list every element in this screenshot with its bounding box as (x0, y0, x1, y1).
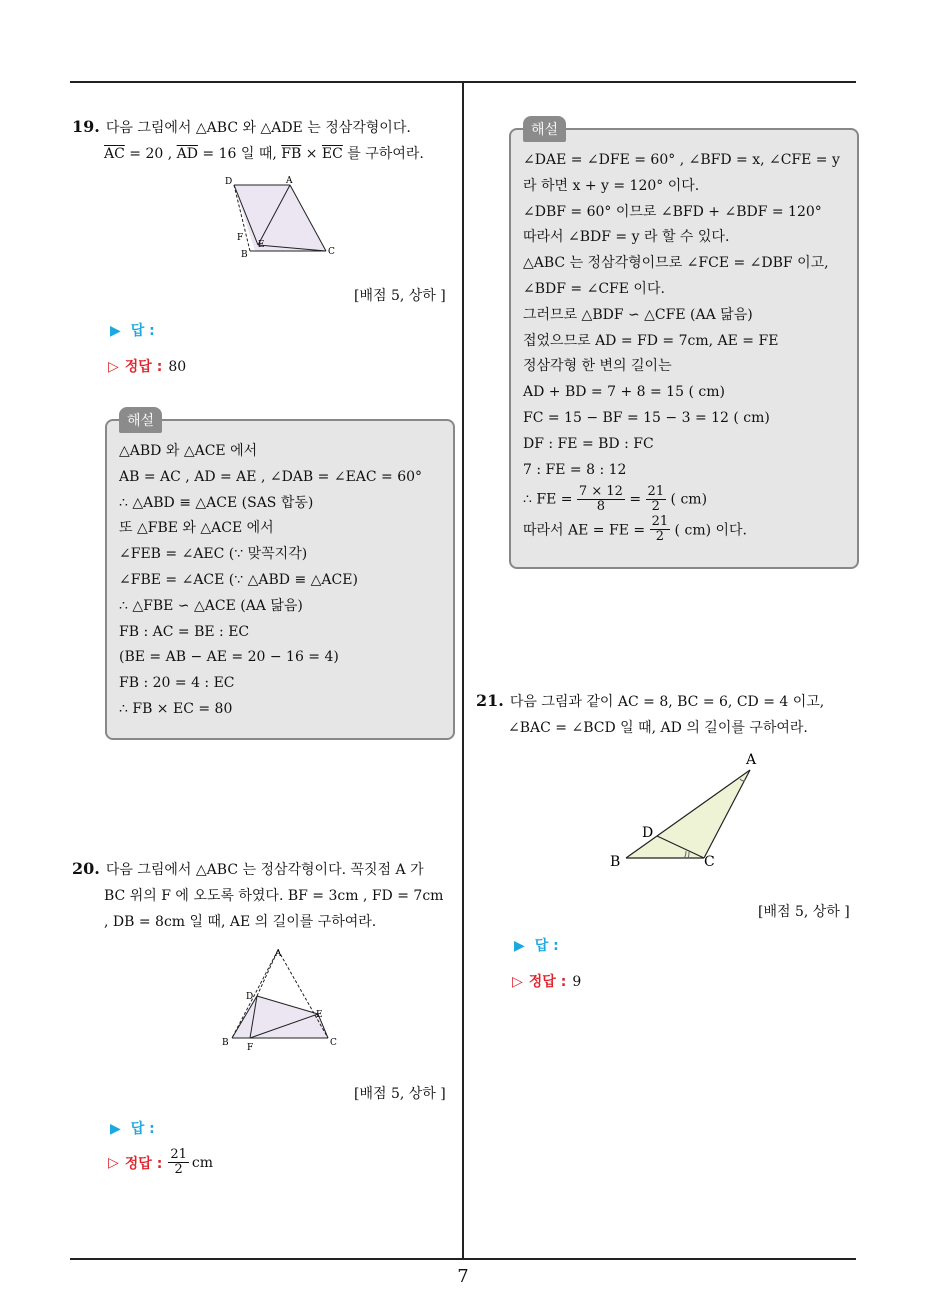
label-b: B (241, 250, 248, 260)
explanation-line: 7 : FE = 8 : 12 (523, 461, 627, 478)
problem-text: ∠BAC = ∠BCD 일 때, AD 의 길이를 구하여라. (508, 720, 808, 736)
explanation-lines (119, 439, 443, 723)
problem-text: 다음 그림과 같이 AC = 8, BC = 6, CD = 4 이고, (509, 694, 825, 710)
problem-text: 다음 그림에서 △ABC 와 △ADE 는 정삼각형이다. (105, 120, 411, 136)
answer-21: ▶ 답 : (514, 938, 559, 954)
label-e: E (258, 240, 265, 250)
play-icon: ▶ (514, 938, 525, 954)
label-c: C (330, 1038, 337, 1048)
explanation-line: ∴ △ABD ≡ △ACE (SAS 합동) (119, 494, 314, 511)
explanation-line: ∠FEB = ∠AEC (∵ 맞꼭지각) (119, 546, 308, 563)
explanation-line: AB = AC , AD = AE , ∠DAB = ∠EAC = 60° (119, 468, 423, 485)
solution-20: ▷ 정답 : $\frac{21}{2}$ cm (108, 1147, 213, 1177)
explanation-line: ∠BDF = ∠CFE 이다. (523, 280, 665, 297)
label-c: C (704, 854, 715, 870)
label-d: D (642, 825, 654, 841)
explanation-box-20 (509, 122, 859, 569)
score-19: [배점 5, 상하 ] (354, 288, 446, 304)
figure-21 (604, 748, 774, 873)
explanation-line: ∴ FB × EC = 80 (119, 700, 233, 717)
explanation-lines (523, 148, 847, 483)
column-divider (462, 82, 464, 1259)
explanation-line: ∠DAE = ∠DFE = 60° , ∠BFD = x, ∠CFE = y (523, 152, 840, 168)
problem-number: 19. (72, 117, 100, 136)
problem-number: 20. (72, 859, 100, 878)
explanation-line: ∴ △FBE ∽ △ACE (AA 닮음) (119, 597, 303, 614)
solution-21: ▷ 정답 : 9 (512, 974, 582, 990)
problem-19 (72, 114, 452, 167)
label-b: B (222, 1038, 229, 1048)
explanation-line: 정삼각형 한 변의 길이는 (523, 358, 672, 375)
explanation-box-19 (105, 413, 455, 740)
explanation-line-fraction: ∴ FE = $\frac{7 \times 12}{8}$ = $\frac{21}{2}$ ( cm) (523, 484, 708, 514)
label-d: D (225, 177, 233, 187)
bottom-rule (70, 1258, 856, 1260)
answer-20: ▶ 답 : (110, 1121, 155, 1137)
page-number: 7 (457, 1266, 469, 1287)
explanation-line: 그러므로 △BDF ∽ △CFE (AA 닮음) (523, 306, 753, 323)
explanation-line: 또 △FBE 와 △ACE 에서 (119, 520, 274, 537)
problem-20 (72, 856, 458, 935)
explanation-line: FB : AC = BE : EC (119, 623, 250, 640)
play-icon: ▶ (110, 1121, 121, 1137)
problem-text: 다음 그림에서 △ABC 는 정삼각형이다. 꼭짓점 A 가 (105, 862, 424, 878)
explanation-line: ∠DBF = 60° 이므로 ∠BFD + ∠BDF = 120° (523, 203, 822, 220)
explanation-line: △ABC 는 정삼각형이므로 ∠FCE = ∠DBF 이고, (523, 255, 829, 272)
score-21: [배점 5, 상하 ] (758, 904, 850, 920)
explanation-line: AD + BD = 7 + 8 = 15 ( cm) (523, 384, 725, 401)
explanation-line: FB : 20 = 4 : EC (119, 675, 235, 692)
label-f: F (237, 233, 244, 243)
triangle-outline-icon: ▷ (108, 1154, 119, 1171)
problem-19-line2: $\overline{AC} = 20$ , $\overline{AD} = 16$ 일 때, $\overline{FB} \times \overline{EC}$ 를 구하여라. (104, 146, 424, 162)
label-e: E (316, 1010, 323, 1020)
explanation-line: 접었으므로 AD = FD = 7cm, AE = FE (523, 332, 779, 349)
score-20: [배점 5, 상하 ] (354, 1086, 446, 1102)
figure-19 (220, 172, 345, 262)
label-f: F (247, 1043, 254, 1052)
label-a: A (275, 949, 282, 959)
label-b: B (610, 854, 621, 870)
figure-20 (218, 942, 348, 1052)
explanation-line-final: 따라서 AE = FE = $\frac{21}{2}$ ( cm) 이다. (523, 514, 747, 544)
explanation-line: 라 하면 x + y = 120° 이다. (523, 177, 700, 194)
problem-text: , DB = 8cm 일 때, AE 의 길이를 구하여라. (104, 914, 377, 930)
answer-19: ▶ 답 : (110, 323, 155, 339)
explanation-tab: 해설 (523, 116, 566, 142)
explanation-line: FC = 15 − BF = 15 − 3 = 12 ( cm) (523, 409, 770, 426)
label-c: C (328, 247, 335, 257)
label-a: A (286, 176, 293, 186)
explanation-line: (BE = AB − AE = 20 − 16 = 4) (119, 649, 339, 666)
problem-19-line1 (72, 114, 452, 141)
problem-21 (476, 688, 856, 741)
problem-text: BC 위의 F 에 오도록 하였다. BF = 3cm , FD = 7cm (104, 888, 444, 904)
label-a: A (746, 752, 757, 768)
explanation-line: DF : FE = BD : FC (523, 435, 654, 452)
explanation-tab: 해설 (119, 407, 162, 433)
explanation-line: △ABD 와 △ACE 에서 (119, 443, 258, 459)
play-icon: ▶ (110, 323, 121, 339)
explanation-line: ∠FBE = ∠ACE (∵ △ABD ≡ △ACE) (119, 571, 358, 588)
triangle-outline-icon: ▷ (108, 359, 119, 375)
label-d: D (246, 992, 254, 1002)
explanation-line: 따라서 ∠BDF = y 라 할 수 있다. (523, 229, 730, 246)
triangle-outline-icon: ▷ (512, 974, 523, 990)
problem-number: 21. (476, 691, 504, 710)
solution-19: ▷ 정답 : 80 (108, 359, 187, 375)
